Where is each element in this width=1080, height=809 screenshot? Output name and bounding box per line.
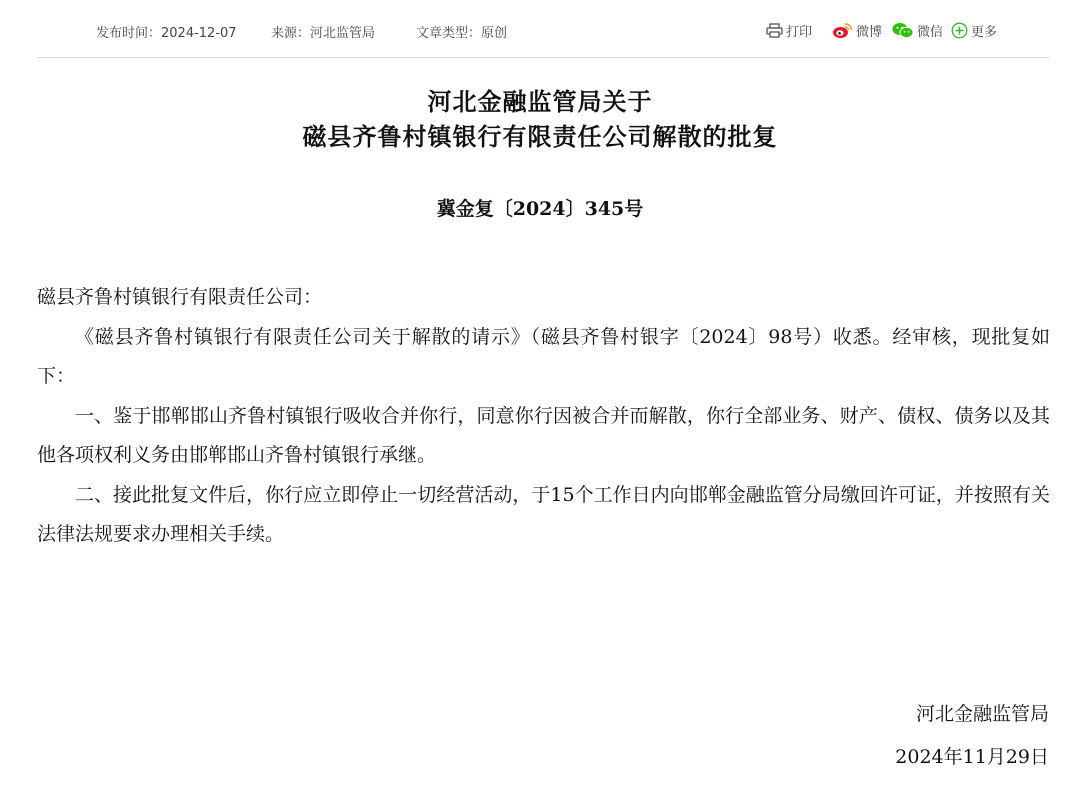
weibo-icon xyxy=(832,22,853,39)
signature-organization: 河北金融监管局 xyxy=(915,703,1049,725)
wechat-label: 微信 xyxy=(917,25,944,40)
signature-date: 2024年11月29日 xyxy=(895,746,1049,768)
printer-icon xyxy=(766,23,783,38)
source-label: 来源：河北监管局 xyxy=(271,26,376,41)
plus-circle-icon xyxy=(951,22,968,39)
salutation: 磁县齐鲁村镇银行有限责任公司： xyxy=(37,286,323,308)
wechat-icon xyxy=(892,22,914,39)
publish-date: 发布时间：2024-12-07 xyxy=(96,26,237,41)
article-title-line1: 河北金融监管局关于 xyxy=(427,88,653,116)
body-paragraph: 一、鉴于邯郸邯山齐鲁村镇银行吸收合并你行，同意你行因被合并而解散，你行全部业务、财产、债权、债务以及其他各项权利义务由邯郸邯山齐鲁村镇银行承继。 xyxy=(37,404,1050,466)
document-number: 冀金复〔2024〕345号 xyxy=(436,198,644,220)
header-divider xyxy=(37,57,1049,58)
body-paragraph: 二、接此批复文件后，你行应立即停止一切经营活动，于15个工作日内向邯郸金融监管分局缴回许可证，并按照有关法律法规要求办理相关手续。 xyxy=(37,483,1050,545)
weibo-label: 微博 xyxy=(856,25,883,40)
article-meta-bar xyxy=(0,0,1080,62)
article-title-line2: 磁县齐鲁村镇银行有限责任公司解散的批复 xyxy=(302,123,778,151)
body-paragraph: 《磁县齐鲁村镇银行有限责任公司关于解散的请示》（磁县齐鲁村银字〔2024〕98号）收悉。经审核，现批复如下： xyxy=(37,325,1050,387)
print-label: 打印 xyxy=(786,25,813,40)
more-share-button[interactable] xyxy=(951,21,997,40)
article-body xyxy=(37,278,1050,555)
article-type-label: 文章类型：原创 xyxy=(416,26,508,41)
weibo-share-button[interactable] xyxy=(832,21,882,40)
wechat-share-button[interactable] xyxy=(892,21,943,40)
more-label: 更多 xyxy=(971,25,998,40)
print-button[interactable] xyxy=(766,21,812,40)
